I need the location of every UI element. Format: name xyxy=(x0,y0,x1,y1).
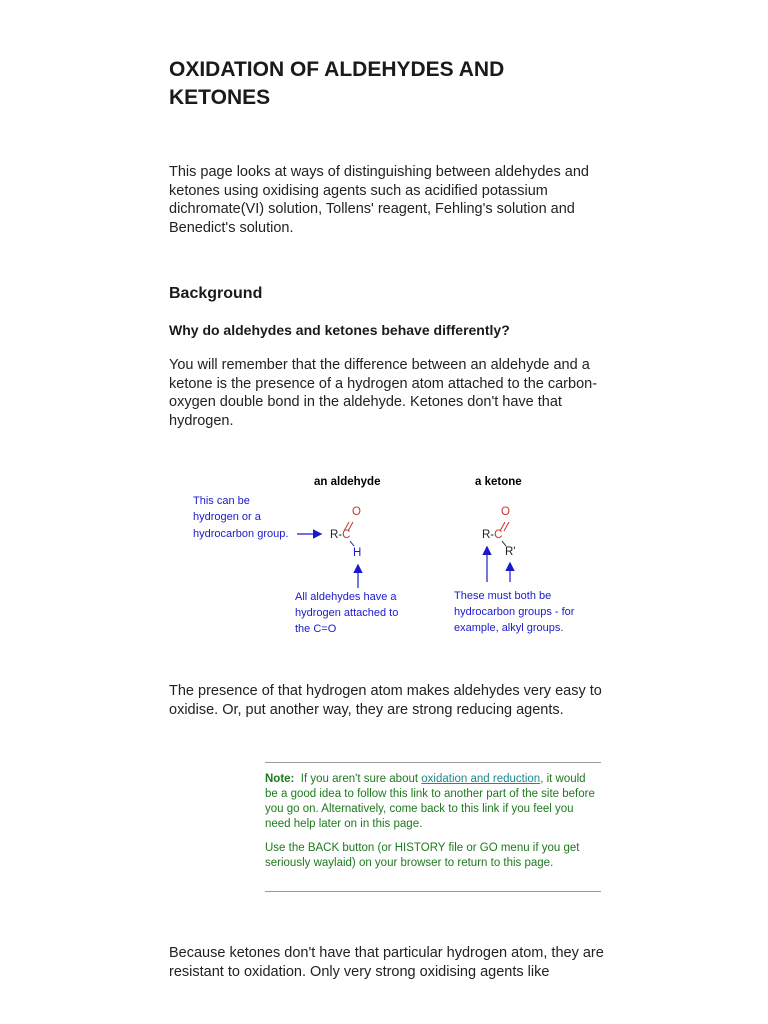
r-group-note xyxy=(193,495,288,540)
r-note-line-1: This can be xyxy=(193,495,250,507)
ketone-title: a ketone xyxy=(475,476,522,488)
aldehyde-rc: R-C xyxy=(330,529,351,541)
ketone-rprime: R' xyxy=(505,546,516,558)
ketone-note-line-3: example, alkyl groups. xyxy=(454,622,564,634)
r-note-line-2: hydrogen or a xyxy=(193,511,261,523)
aldehyde-hydrogen: H xyxy=(353,547,362,559)
r-note-line-3: hydrocarbon group. xyxy=(193,528,289,540)
intro-paragraph: This page looks at ways of distinguishing between aldehydes and ketones using oxidising agents such as acidified potassium dichromate(VI) solution, Tollens' reagent, Fehling's solution and Benedict's solution. xyxy=(169,164,589,236)
aldehyde-note-line-2: hydrogen attached to xyxy=(295,607,399,619)
difference-paragraph: You will remember that the difference between an aldehyde and a ketone is the presence of a hydrogen atom attached to the carbon-oxygen double bond in the aldehyde. Ketones don't have that hydrogen. xyxy=(169,357,598,429)
ketone-note xyxy=(454,590,575,634)
aldehyde-ketone-diagram xyxy=(190,470,590,645)
aldehyde-h-bond xyxy=(350,541,354,546)
note-text-after: , it would be a good idea to follow this link to another part of the site before you go on. Alternatively, come back to this link if you feel you need help later on in this page. xyxy=(265,773,595,830)
note-back-paragraph: Use the BACK button (or HISTORY file or GO menu if you get seriously waylaid) on your browser to return to this page. xyxy=(265,842,580,869)
intro-paragraph-block xyxy=(169,163,605,237)
ketone-note-line-1: These must both be xyxy=(454,590,552,602)
ketones-paragraph-block xyxy=(169,944,605,981)
presence-paragraph-block xyxy=(169,682,605,719)
oxidation-reduction-link[interactable]: oxidation and reduction xyxy=(421,773,541,785)
ketone-rc: R-C xyxy=(482,529,503,541)
note-label: Note: xyxy=(265,773,295,785)
ketone-note-line-2: hydrocarbon groups - for xyxy=(454,606,575,618)
note-text-before: If you aren't sure about xyxy=(300,773,419,785)
background-heading: Background xyxy=(169,285,263,302)
difference-subheading: Why do aldehydes and ketones behave differently? xyxy=(169,322,510,338)
note-content xyxy=(265,763,601,871)
ketone-oxygen: O xyxy=(501,506,510,518)
aldehyde-structure xyxy=(330,506,361,559)
note-paragraph xyxy=(265,772,601,832)
difference-paragraph-block xyxy=(169,356,605,430)
page-title: OXIDATION OF ALDEHYDES AND KETONES xyxy=(169,58,505,109)
aldehyde-note-line-3: the C=O xyxy=(295,623,337,635)
aldehyde-note xyxy=(295,591,398,635)
note-box xyxy=(265,762,601,892)
aldehyde-oxygen: O xyxy=(352,506,361,518)
aldehyde-title: an aldehyde xyxy=(314,476,381,488)
aldehyde-note-line-1: All aldehydes have a xyxy=(295,591,397,603)
presence-paragraph: The presence of that hydrogen atom makes aldehydes very easy to oxidise. Or, put another way, they are strong reducing agents. xyxy=(169,683,602,718)
ketones-paragraph: Because ketones don't have that particular hydrogen atom, they are resistant to oxidation. Only very strong oxidising agents like xyxy=(169,945,604,980)
